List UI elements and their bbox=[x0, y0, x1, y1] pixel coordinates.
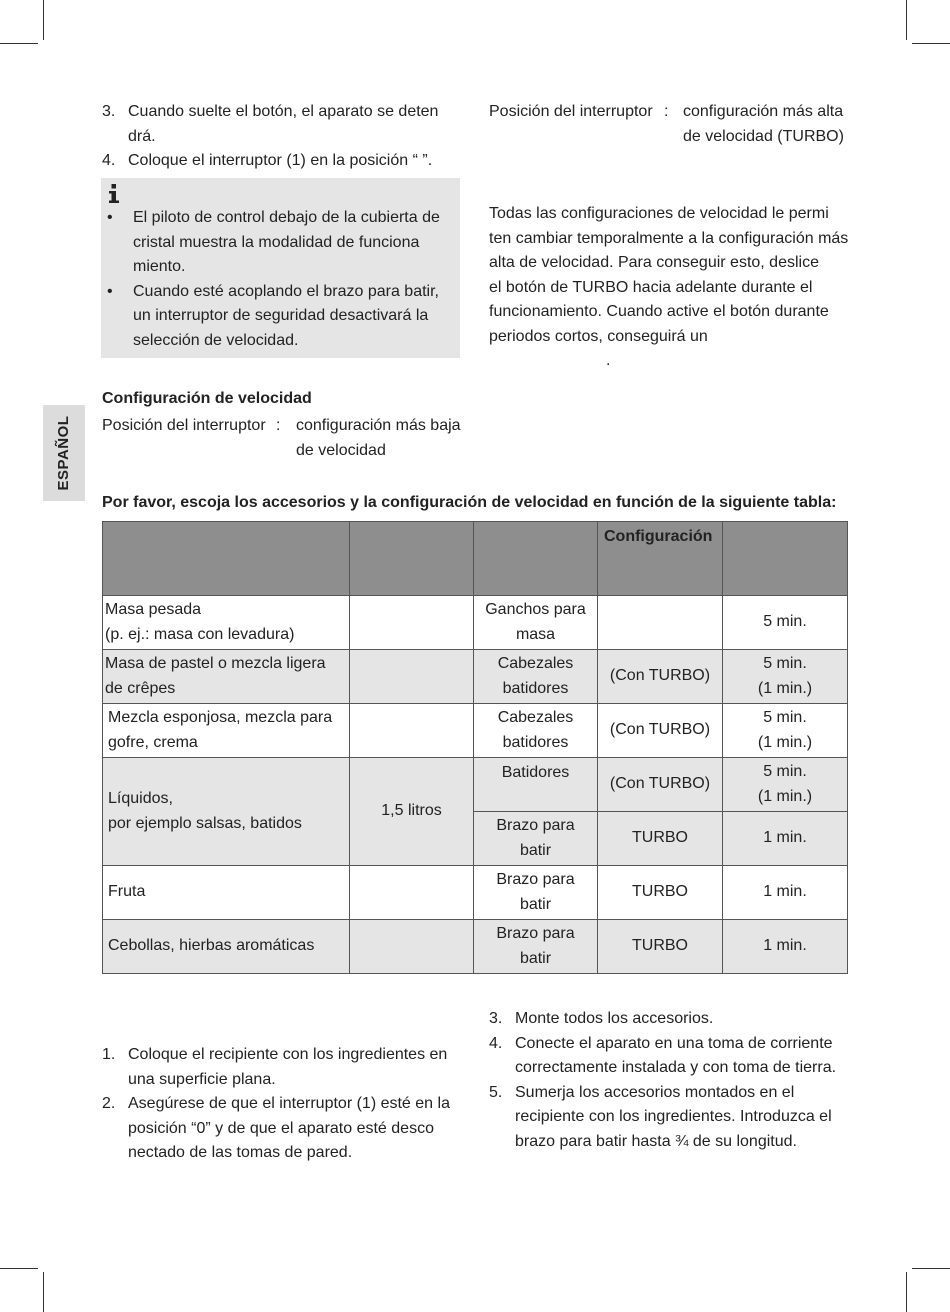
step-text: Cuando suelte el botón, el aparato se deten bbox=[128, 103, 439, 120]
step-text: Asegúrese de que el interruptor (1) esté en la bbox=[128, 1095, 450, 1112]
accessory-speed-table bbox=[102, 521, 848, 974]
list-item bbox=[102, 1043, 462, 1092]
crop-mark bbox=[912, 1268, 950, 1269]
setting-cell: TURBO bbox=[598, 866, 723, 920]
top-left-steps bbox=[102, 100, 452, 174]
crop-mark bbox=[912, 43, 950, 44]
table-header-cell bbox=[350, 522, 474, 596]
table-intro: Por favor, escoja los accesorios y la configuración de velocidad en función de la siguiente tabla: bbox=[102, 494, 837, 511]
step-text: correctamente instalada y con toma de tierra. bbox=[515, 1059, 837, 1076]
accessory-cell: Batidores bbox=[474, 758, 598, 812]
accessory-cell: Brazo para batir bbox=[474, 920, 598, 974]
table-header-cell bbox=[103, 522, 350, 596]
turbo-paragraph: Todas las configuraciones de velocidad le permi ten cambiar temporalmente a la configuración más alta de velocidad. Para conseguir esto, deslice el botón de TURBO hacia adelante durante el funcionamiento. Cuando active el botón durante periodos cortos, conseguirá un . bbox=[489, 205, 849, 369]
setting-cell bbox=[598, 596, 723, 650]
step-text: Conecte el aparato en una toma de corriente bbox=[515, 1034, 833, 1052]
setting-cell: TURBO bbox=[598, 812, 723, 866]
time-cell: 5 min. (1 min.) bbox=[723, 704, 848, 758]
accessory-cell: Brazo para batir bbox=[474, 866, 598, 920]
table-row bbox=[103, 650, 848, 704]
time-cell: 1 min. bbox=[723, 920, 848, 974]
quantity-cell bbox=[350, 650, 474, 704]
accessory-cell: Ganchos para masa bbox=[474, 596, 598, 650]
time-cell: 1 min. bbox=[723, 866, 848, 920]
switch-high-label: Posición del interruptor bbox=[489, 103, 653, 120]
bullet-text: cristal muestra la modalidad de funciona bbox=[133, 233, 420, 251]
step-text: drá. bbox=[128, 127, 156, 145]
list-item bbox=[489, 1081, 859, 1155]
step-number: 5. bbox=[489, 1083, 503, 1101]
list-item bbox=[489, 1032, 859, 1081]
switch-low-label: Posición del interruptor bbox=[102, 417, 266, 434]
table-row bbox=[103, 920, 848, 974]
table-row bbox=[103, 758, 848, 812]
quantity-cell bbox=[350, 866, 474, 920]
table-header-row bbox=[103, 522, 848, 596]
step-text: brazo para batir hasta ¾ de su longitud. bbox=[515, 1132, 797, 1150]
table-row bbox=[103, 866, 848, 920]
food-cell: Líquidos, por ejemplo salsas, batidos bbox=[103, 758, 350, 866]
quantity-cell: 1,5 litros bbox=[350, 758, 474, 866]
food-cell: Mezcla esponjosa, mezcla para gofre, crema bbox=[103, 704, 350, 758]
table-row bbox=[103, 596, 848, 650]
quantity-cell bbox=[350, 596, 474, 650]
step-number: 3. bbox=[489, 1010, 503, 1027]
table-header-cell bbox=[723, 522, 848, 596]
table-header-cell bbox=[474, 522, 598, 596]
setting-cell: (Con TURBO) bbox=[598, 758, 723, 812]
quantity-cell bbox=[350, 920, 474, 974]
list-item: • El piloto de control debajo de la cubierta de cristal muestra la modalidad de funciona miento. bbox=[107, 206, 447, 280]
step-text: Sumerja los accesorios montados en el bbox=[515, 1083, 795, 1101]
step-text: Coloque el recipiente con los ingredientes en bbox=[128, 1046, 448, 1063]
crop-mark bbox=[0, 1268, 38, 1269]
step-text: posición “0” y de que el aparato esté desco bbox=[128, 1119, 434, 1137]
step-number: 3. bbox=[102, 103, 116, 120]
crop-mark bbox=[906, 0, 907, 40]
crop-mark bbox=[43, 0, 44, 40]
time-cell: 1 min. bbox=[723, 812, 848, 866]
bullet-text: El piloto de control debajo de la cubierta de bbox=[133, 209, 440, 226]
list-item bbox=[102, 149, 452, 174]
accessory-cell: Cabezales batidores bbox=[474, 650, 598, 704]
step-text: Coloque el interruptor (1) en la posición “ ”. bbox=[128, 152, 433, 169]
bottom-left-steps bbox=[102, 1043, 462, 1166]
switch-high-text: configuración más alta de velocidad (TURBO) bbox=[683, 103, 844, 145]
speed-heading: Configuración de velocidad bbox=[102, 390, 312, 407]
language-tab bbox=[43, 405, 85, 501]
switch-high-sep: : bbox=[664, 103, 669, 120]
time-cell: 5 min. (1 min.) bbox=[723, 758, 848, 812]
info-icon bbox=[108, 184, 120, 204]
setting-cell: (Con TURBO) bbox=[598, 704, 723, 758]
setting-cell: (Con TURBO) bbox=[598, 650, 723, 704]
bullet-text: Cuando esté acoplando el brazo para batir, bbox=[133, 282, 439, 300]
food-cell: Masa pesada (p. ej.: masa con levadura) bbox=[103, 596, 350, 650]
switch-low-text: configuración más baja de velocidad bbox=[296, 417, 461, 459]
crop-mark bbox=[43, 1272, 44, 1312]
step-text: una superficie plana. bbox=[128, 1070, 276, 1088]
setting-cell: TURBO bbox=[598, 920, 723, 974]
list-item: • Cuando esté acoplando el brazo para batir, un interruptor de seguridad desactivará la selección de velocidad. bbox=[107, 280, 447, 354]
list-item bbox=[102, 100, 452, 149]
food-cell: Cebollas, hierbas aromáticas bbox=[103, 920, 350, 974]
food-cell: Masa de pastel o mezcla ligera de crêpes bbox=[103, 650, 350, 704]
step-number: 2. bbox=[102, 1095, 116, 1112]
accessory-cell: Cabezales batidores bbox=[474, 704, 598, 758]
time-cell: 5 min. bbox=[723, 596, 848, 650]
bottom-right-steps bbox=[489, 1007, 859, 1154]
table-header-cell: Configuración bbox=[598, 522, 723, 596]
list-item bbox=[489, 1007, 859, 1032]
crop-mark bbox=[906, 1272, 907, 1312]
crop-mark bbox=[0, 43, 38, 44]
quantity-cell bbox=[350, 704, 474, 758]
bullet-text: un interruptor de seguridad desactivará la bbox=[133, 307, 429, 324]
info-note-box bbox=[101, 178, 460, 358]
info-bullets bbox=[107, 206, 447, 353]
step-text: recipiente con los ingredientes. Introduzca el bbox=[515, 1108, 832, 1125]
step-text: nectado de las tomas de pared. bbox=[128, 1144, 353, 1161]
language-tab-label: ESPAÑOL bbox=[54, 415, 72, 491]
food-cell: Fruta bbox=[103, 866, 350, 920]
list-item bbox=[102, 1092, 462, 1166]
switch-low-sep: : bbox=[276, 417, 281, 434]
table-row bbox=[103, 704, 848, 758]
time-cell: 5 min. (1 min.) bbox=[723, 650, 848, 704]
step-text: Monte todos los accesorios. bbox=[515, 1010, 714, 1027]
bullet-text: miento. bbox=[133, 258, 186, 275]
step-number: 4. bbox=[102, 152, 116, 169]
accessory-cell: Brazo para batir bbox=[474, 812, 598, 866]
bullet-text: selección de velocidad. bbox=[133, 331, 299, 349]
step-number: 4. bbox=[489, 1034, 503, 1052]
step-number: 1. bbox=[102, 1046, 116, 1063]
